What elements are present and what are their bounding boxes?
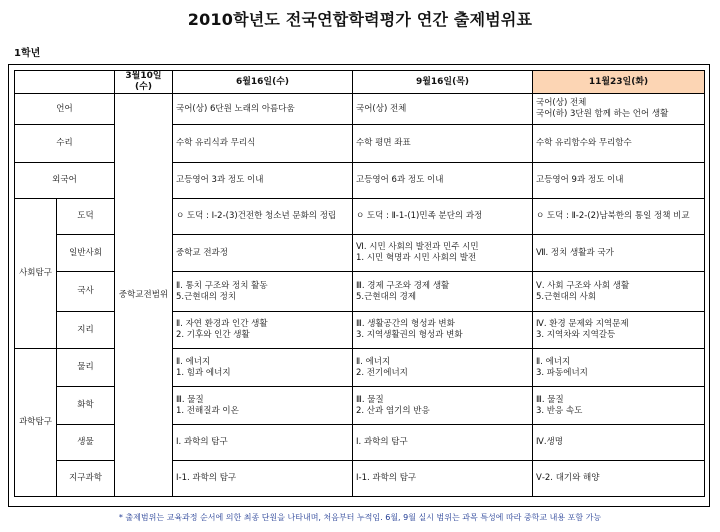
cell-sep [353,387,533,425]
cell-nov [533,94,705,125]
march-scope: 중학교전범위 [115,94,173,497]
header-september: 9월16일(목) [353,71,533,94]
cell-text: Ⅰ. 과학의 탐구 [356,437,408,447]
cell-text: 1. 시민 혁명과 시민 사회의 발전 [356,253,477,263]
cell-text: 고등영어 9과 정도 이내 [536,175,624,185]
subject-physics: 물리 [57,349,115,387]
page-title: 2010학년도 전국연합학력평가 연간 출제범위표 [187,10,533,29]
cell-text: 1. 전해질과 이온 [176,405,239,416]
cell-text: Ⅱ. 자연 환경과 인간 생활 [176,319,268,329]
cell-text: Ⅲ. 물질 [536,394,564,405]
cell-sep [353,312,533,349]
cell-text: Ⅰ-1. 과학의 탐구 [356,473,417,483]
cell-text: 3. 파동에너지 [536,367,588,378]
cell-text: 3. 지역차와 지역갈등 [536,330,616,340]
cell-jun [173,425,353,461]
cell-text: 고등영어 6과 정도 이내 [356,175,444,185]
cell-text: 수학 유리함수와 무리함수 [536,138,632,148]
cell-text: Ⅳ.생명 [536,437,563,447]
cell-sep [353,125,533,163]
cell-jun [173,461,353,497]
cell-text: 국어(하) 3단원 함께 하는 언어 생활 [536,109,669,119]
cell-text: Ⅴ-2. 대기와 해양 [536,473,600,483]
group-science: 과학탐구 [15,349,57,497]
subject-korean-history: 국사 [57,272,115,312]
cell-text: 2. 전기에너지 [356,367,408,378]
cell-text: 5.근현대의 사회 [536,291,597,302]
cell-text: 2. 산과 염기의 반응 [356,405,430,416]
header-june: 6월16일(수) [173,71,353,94]
group-social-studies: 사회탐구 [15,199,57,349]
cell-text: ㅇ 도덕 : Ⅱ-2-(2)남북한의 통일 정책 비교 [536,211,690,221]
cell-sep [353,425,533,461]
cell-nov [533,125,705,163]
cell-text: Ⅰ. 과학의 탐구 [176,437,228,447]
cell-jun [173,387,353,425]
cell-sep [353,163,533,199]
schedule-table-frame [8,64,710,507]
cell-text: ㅇ 도덕 : Ⅱ-1-(1)민족 분단의 과정 [356,211,483,221]
header-subject [15,71,115,94]
cell-jun [173,312,353,349]
subject-biology: 생물 [57,425,115,461]
cell-text: Ⅱ. 에너지 [356,356,391,367]
cell-text: Ⅶ. 정치 생활과 국가 [536,247,614,258]
cell-sep [353,349,533,387]
cell-jun [173,94,353,125]
cell-jun [173,163,353,199]
cell-text: ㅇ 도덕 : Ⅰ-2-(3)건전한 청소년 문화의 정립 [176,211,337,221]
cell-jun [173,125,353,163]
cell-jun [173,199,353,235]
cell-jun [173,272,353,312]
subject-chemistry: 화학 [57,387,115,425]
cell-text: 5.근현대의 경제 [356,291,417,302]
exam-scope-table [14,70,705,497]
cell-sep [353,94,533,125]
cell-text: Ⅱ. 에너지 [536,356,571,367]
cell-nov [533,387,705,425]
header-march: 3월10일(수) [115,71,173,94]
cell-nov [533,312,705,349]
cell-text: Ⅲ. 생활공간의 형성과 변화 [356,319,455,329]
cell-nov [533,349,705,387]
cell-sep [353,461,533,497]
cell-nov [533,235,705,272]
cell-text: 3. 반응 속도 [536,405,583,416]
cell-text: 국어(상) 6단원 노래의 아름다움 [176,103,295,114]
cell-text: 중학교 전과정 [176,247,228,258]
footnote: * 출제범위는 교육과정 순서에 의한 최종 단원을 나타내며, 처음부터 누적임. 6월, 9월 실시 범위는 과목 특성에 따라 중학교 내용 포함 가능 [118,513,602,522]
subject-ethics: 도덕 [57,199,115,235]
header-november: 11월23일(화) [533,71,705,94]
subject-math: 수리 [15,125,115,163]
cell-sep [353,235,533,272]
cell-text: Ⅴ. 사회 구조와 사회 생활 [536,280,630,291]
subject-general-society: 일반사회 [57,235,115,272]
cell-text: 국어(상) 전체 [536,98,587,108]
table-row [15,94,705,125]
cell-text: 2. 기후와 인간 생활 [176,330,250,340]
cell-text: Ⅲ. 경제 구조와 경제 생활 [356,280,450,291]
subject-geography: 지리 [57,312,115,349]
cell-text: Ⅵ. 시민 사회의 발전과 민주 시민 [356,242,479,252]
cell-text: 3. 지역생활권의 형성과 변화 [356,330,463,340]
cell-sep [353,272,533,312]
cell-nov [533,272,705,312]
cell-text: 국어(상) 전체 [356,103,407,114]
cell-text: 5.근현대의 정치 [176,291,237,302]
subject-earth-science: 지구과학 [57,461,115,497]
cell-sep [353,199,533,235]
subject-foreign-language: 외국어 [15,163,115,199]
cell-text: 수학 평면 좌표 [356,138,411,148]
cell-text: Ⅱ. 통치 구조와 정치 활동 [176,280,268,291]
cell-text: Ⅳ. 환경 문제와 지역문제 [536,319,629,329]
grade-label: 1학년 [14,48,41,59]
cell-text: Ⅱ. 에너지 [176,356,211,367]
cell-nov [533,199,705,235]
cell-text: Ⅰ-1. 과학의 탐구 [176,473,237,483]
cell-nov [533,163,705,199]
cell-nov [533,425,705,461]
cell-text: Ⅲ. 물질 [176,394,204,405]
header-row [15,71,705,94]
cell-text: 1. 힘과 에너지 [176,367,231,378]
cell-text: 수학 유리식과 무리식 [176,138,256,148]
cell-jun [173,235,353,272]
cell-text: Ⅲ. 물질 [356,394,384,405]
subject-language: 언어 [15,94,115,125]
cell-jun [173,349,353,387]
cell-nov [533,461,705,497]
cell-text: 고등영어 3과 정도 이내 [176,175,264,185]
